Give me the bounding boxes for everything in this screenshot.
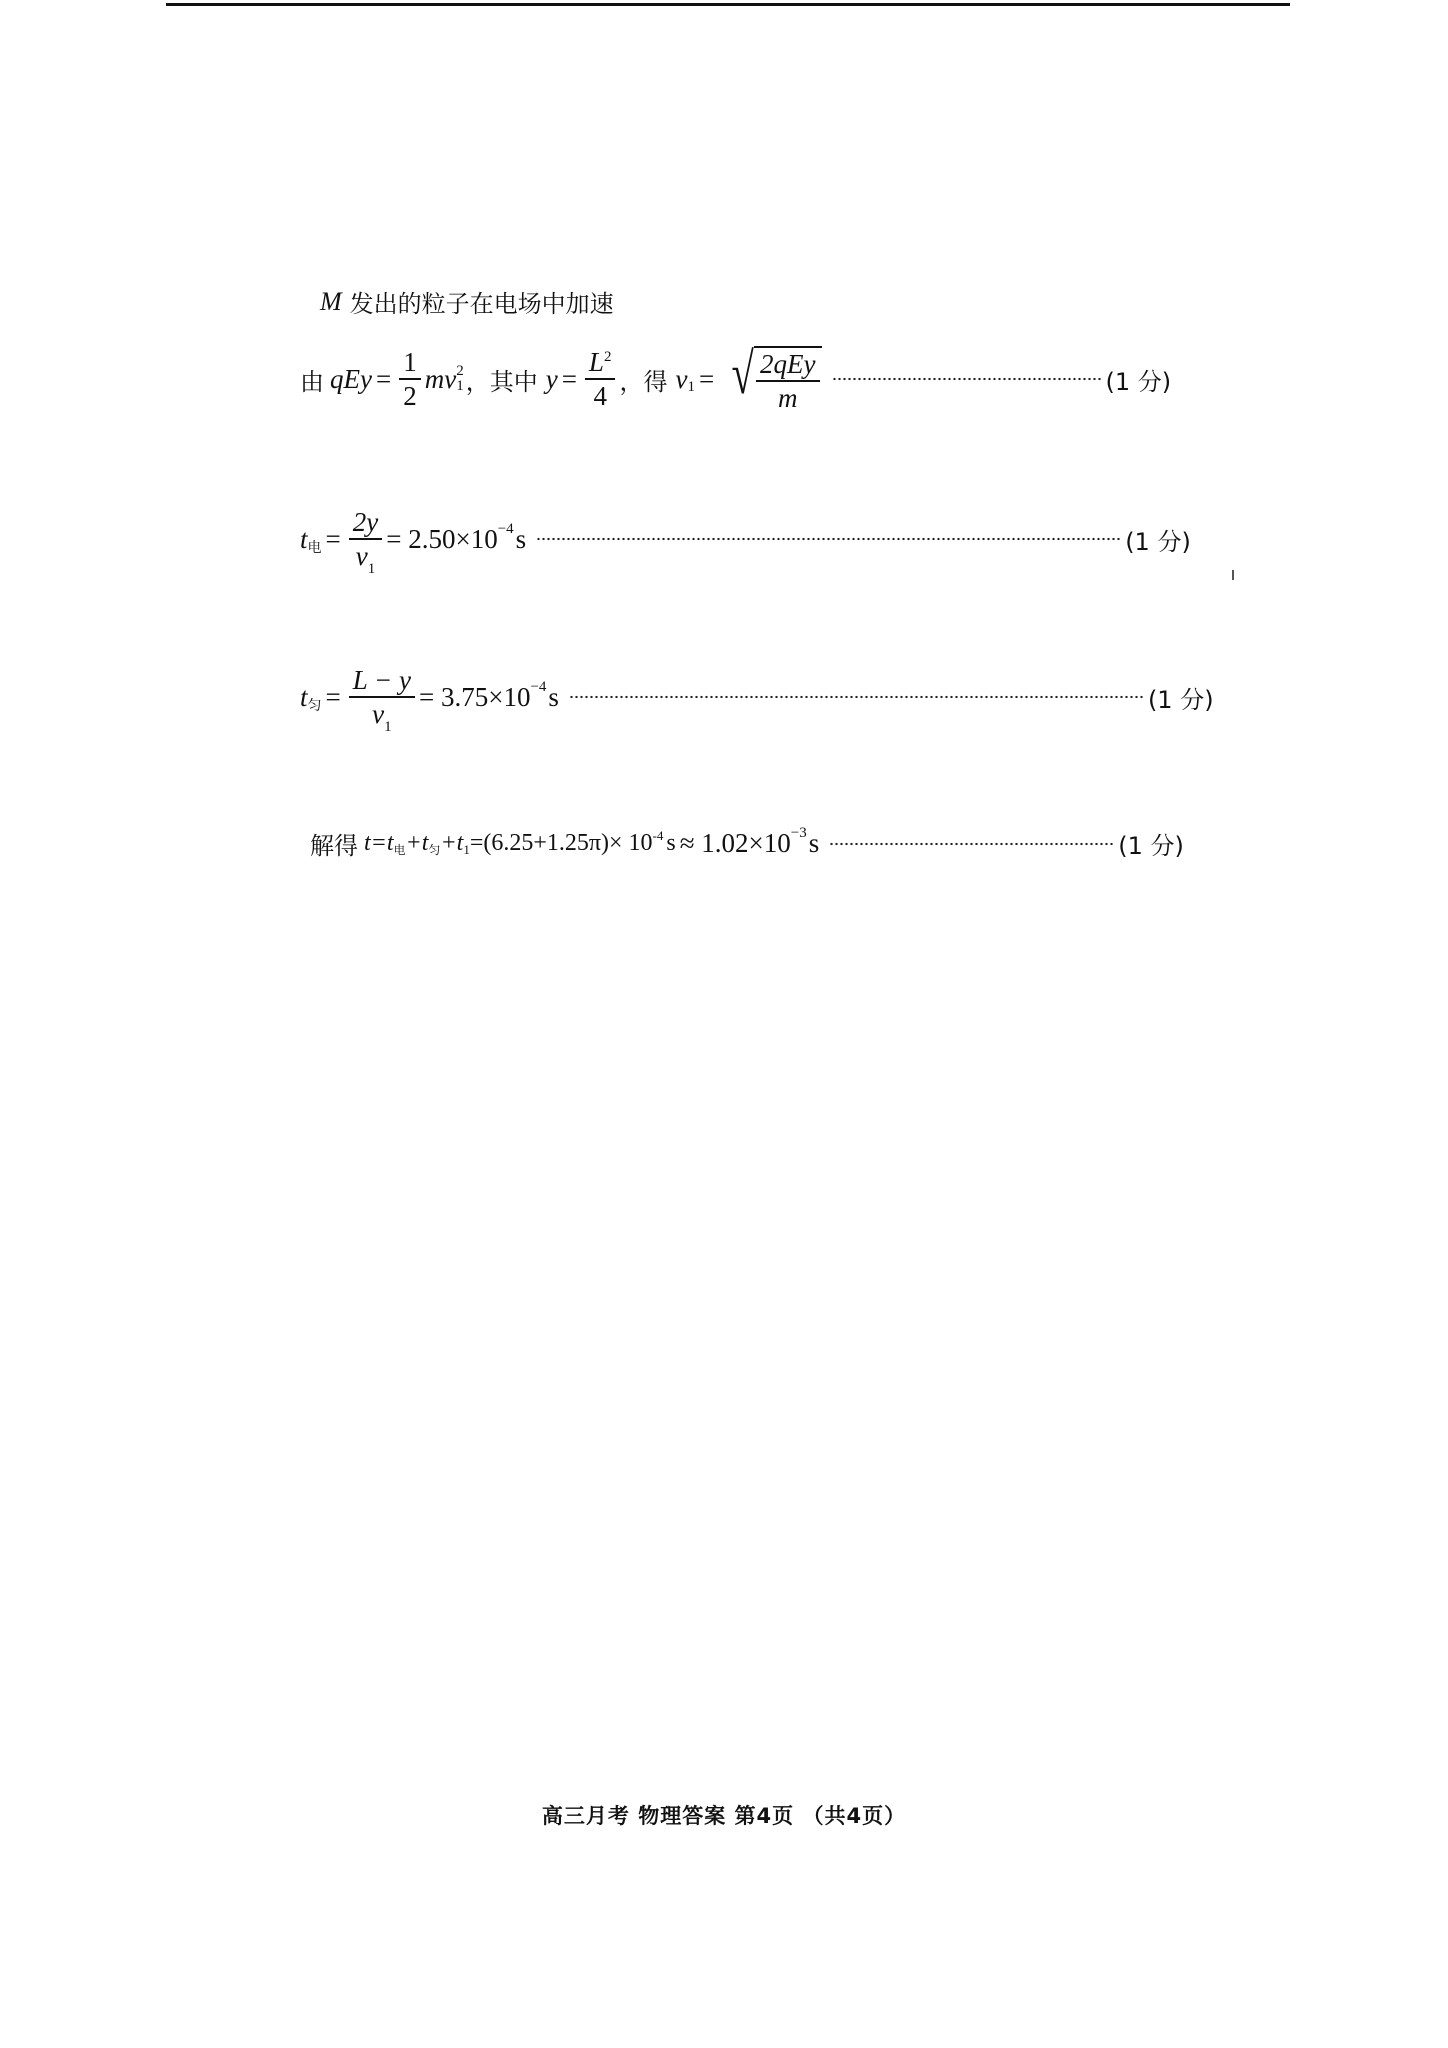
- eq3-exp: −4: [530, 678, 547, 695]
- eq4-exp1: -4: [652, 827, 664, 843]
- equation-2: [300, 507, 1191, 578]
- eq1-fraction-half: [399, 348, 421, 411]
- eq1-equals3: =: [698, 363, 715, 394]
- eq2-equals: =: [325, 523, 341, 554]
- eq1-sqrt-fraction: [756, 350, 819, 413]
- eq3-den: [368, 698, 395, 736]
- eq1-frac2-num-sup: 2: [603, 349, 612, 365]
- eq1-y: y: [545, 363, 558, 394]
- eq1-de: 得: [643, 367, 668, 396]
- intro-text: 发出的粒子在电场中加速: [349, 290, 614, 318]
- eq1-equals2: =: [561, 363, 577, 394]
- eq2-num: 2y: [349, 508, 382, 540]
- intro-line: [320, 284, 614, 319]
- page-footer: 高三月考 物理答案 第4页 （共4页）: [541, 1804, 907, 1828]
- eq3-score: (1 分): [1147, 685, 1214, 714]
- eq1-mv: mv: [424, 363, 457, 394]
- eq3-num: L − y: [349, 666, 415, 698]
- eq3-result: = 3.75×10: [418, 681, 531, 712]
- eq2-den-base: v: [355, 541, 368, 572]
- eq2-score: (1 分): [1125, 527, 1191, 556]
- eq1-fraction-l2: [585, 348, 616, 411]
- eq4-unit2: s: [808, 828, 820, 858]
- eq4-exp2: −3: [790, 825, 807, 841]
- eq1-equals: =: [375, 363, 392, 394]
- eq2-leader-dots: [536, 537, 1121, 541]
- eq4-approx: ≈ 1.02×10: [679, 828, 791, 858]
- eq4-sub-a: 电: [393, 843, 406, 857]
- eq2-den-sub: 1: [367, 561, 376, 578]
- eq1-frac-num: 1: [399, 348, 421, 380]
- eq1-score: (1 分): [1105, 367, 1172, 396]
- eq4-sub-b: 匀: [428, 843, 441, 857]
- eq4-prefix: 解得: [310, 832, 358, 860]
- eq4-score: (1 分): [1118, 832, 1184, 860]
- eq2-t: t: [300, 523, 308, 554]
- eq4-mid: =(6.25+1.25π)× 10: [469, 830, 653, 856]
- eq1-lhs: qEy: [330, 363, 372, 394]
- eq1-comma2: ，: [619, 367, 644, 396]
- eq1-sqrt-body: [754, 346, 821, 413]
- eq1-frac2-num-base: L: [588, 347, 604, 377]
- stray-mark: [1232, 570, 1234, 580]
- eq1-sqrt: [722, 341, 821, 414]
- equation-4: [310, 826, 1184, 861]
- equation-3: [300, 665, 1214, 736]
- eq1-frac-den: 2: [403, 381, 417, 412]
- eq2-result: = 2.50×10: [386, 523, 498, 554]
- eq3-den-base: v: [372, 699, 385, 730]
- top-rule: [166, 3, 1290, 6]
- eq2-exp: −4: [497, 520, 514, 537]
- eq2-t-sub: 电: [307, 540, 322, 557]
- eq4-unit1: s: [666, 830, 676, 856]
- eq1-frac2-num: [585, 348, 616, 380]
- eq4-expr: t=t: [364, 830, 394, 856]
- equation-1: [300, 341, 1172, 414]
- eq1-sqrt-num: 2qEy: [756, 350, 819, 382]
- eq1-leader-dots: [832, 377, 1102, 381]
- eq3-equals: =: [325, 681, 341, 712]
- eq3-den-sub: 1: [384, 719, 392, 736]
- eq4-plus2: +t: [440, 830, 464, 856]
- eq1-prefix: 由: [300, 367, 324, 396]
- eq1-v: v: [675, 363, 688, 394]
- eq2-fraction: [349, 507, 382, 578]
- eq2-den: [352, 540, 379, 578]
- eq1-v-sub: 1: [687, 378, 695, 395]
- eq2-unit: s: [515, 523, 527, 554]
- eq4-leader-dots: [829, 842, 1114, 846]
- eq3-t-sub: 匀: [307, 698, 322, 715]
- eq1-supsub: [456, 364, 464, 394]
- eq1-mid: 其中: [489, 367, 538, 396]
- intro-var: M: [320, 286, 342, 316]
- eq4-plus1: +t: [405, 830, 429, 856]
- radical-sign-icon: √: [731, 341, 755, 406]
- eq1-comma1: ，: [465, 367, 490, 396]
- eq4-sub-c: 1: [463, 841, 470, 857]
- eq1-sup: 2: [456, 363, 464, 380]
- eq3-unit: s: [548, 681, 559, 712]
- eq1-frac2-den: 4: [593, 381, 607, 412]
- eq3-fraction: [349, 665, 415, 736]
- eq3-t: t: [300, 681, 308, 712]
- eq1-sub: 1: [456, 378, 464, 395]
- eq1-sqrt-den: m: [778, 383, 798, 414]
- eq3-leader-dots: [569, 695, 1144, 699]
